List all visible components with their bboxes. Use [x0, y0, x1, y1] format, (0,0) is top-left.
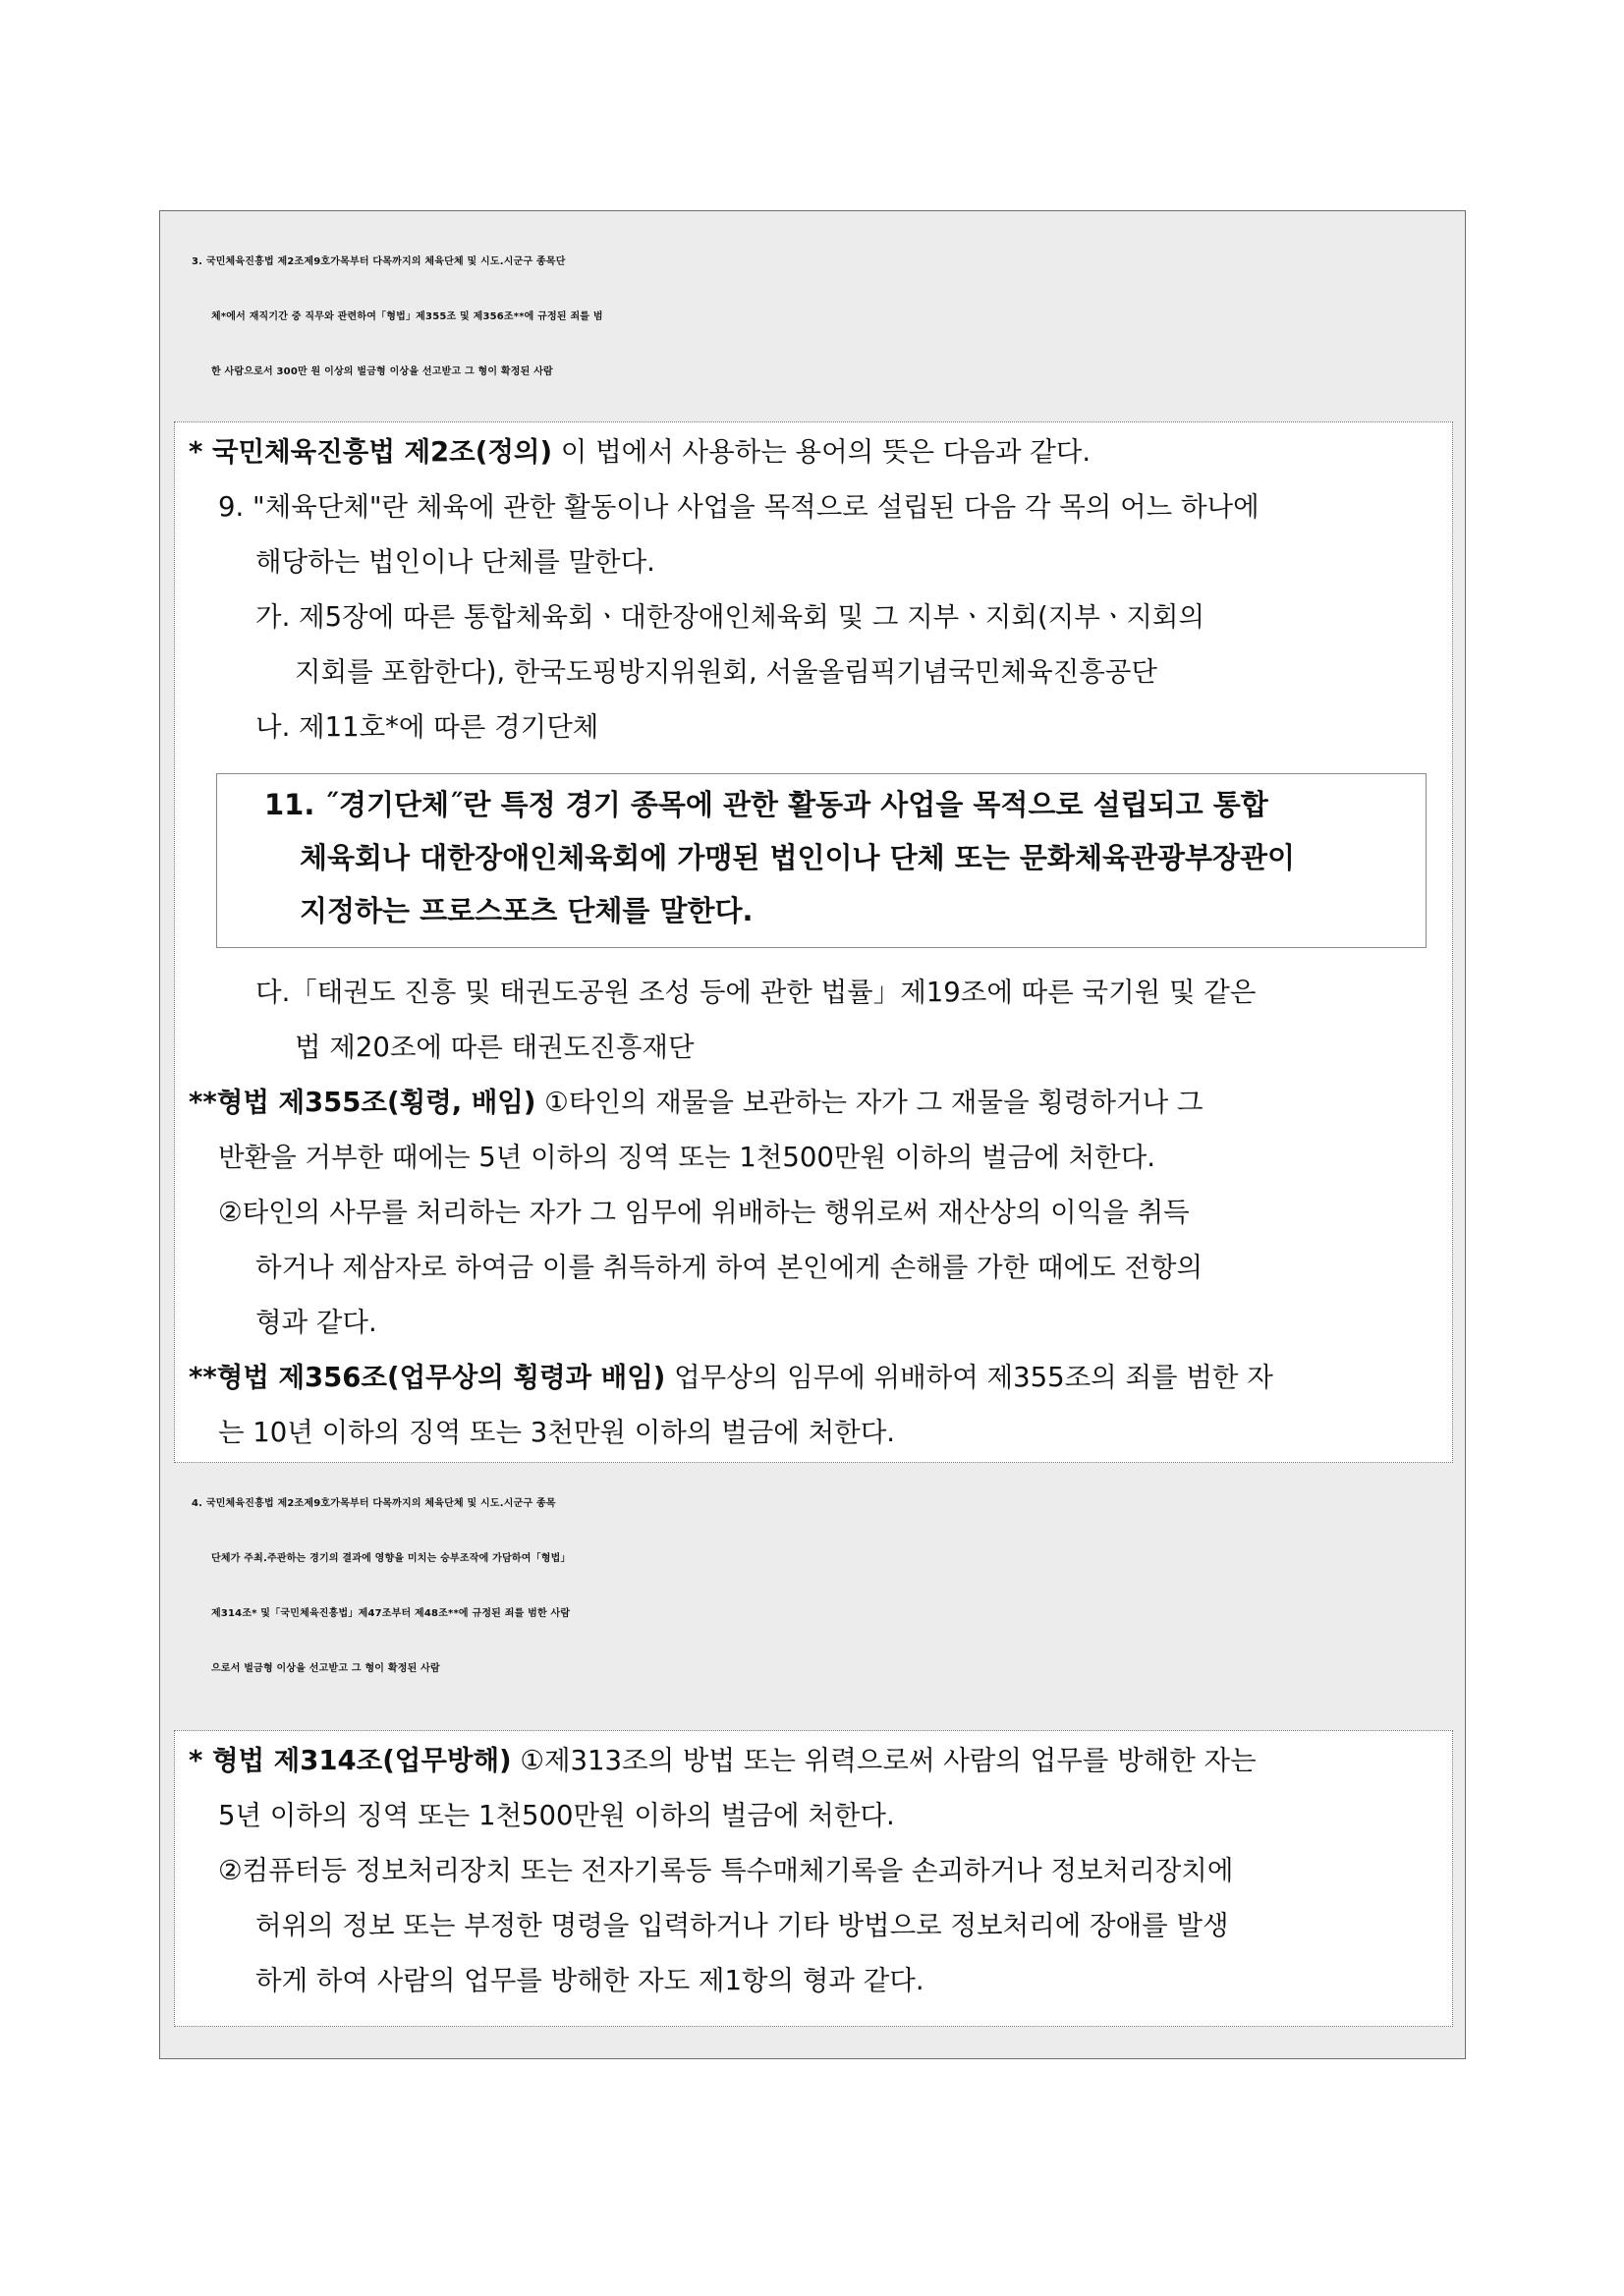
heading-line: 3. 국민체육진흥법 제2조제9호가목부터 다목까지의 체육단체 및 시도.시군구 종목단 [192, 256, 566, 267]
quote-line: 체육회나 대한장애인체육회에 가맹된 법인이나 단체 또는 문화체육관광부장관이 [300, 841, 1296, 874]
note-line: 허위의 정보 또는 부정한 명령을 입력하거나 기타 방법으로 정보처리에 장애를 발생 [255, 1910, 1229, 1941]
note-line: 나. 제11호*에 따른 경기단체 [255, 711, 599, 743]
note-line: 반환을 거부한 때에는 5년 이하의 징역 또는 1천500만원 이하의 벌금에 처한다. [218, 1142, 1156, 1173]
item-3-notes-box [174, 421, 1453, 1463]
note-line: 하게 하여 사람의 업무를 방해한 자도 제1항의 형과 같다. [255, 1965, 924, 1996]
definition-text: 이 법에서 사용하는 용어의 뜻은 다음과 같다. [552, 436, 1092, 468]
note-line: 하거나 제삼자로 하여금 이를 취득하게 하여 본인에게 손해를 가한 때에도 전항의 [255, 1252, 1204, 1283]
quote-line: 11. ˝경기단체˝란 특정 경기 종목에 관한 활동과 사업을 목적으로 설립되고 통합 [264, 788, 1268, 821]
note-line: 지회를 포함한다), 한국도핑방지위원회, 서울올림픽기념국민체육진흥공단 [295, 656, 1157, 688]
heading-line: 한 사람으로서 300만 원 이상의 벌금형 이상을 선고받고 그 형이 확정된 사람 [211, 366, 553, 377]
definition-line [189, 434, 1091, 470]
heading-line: 단체가 주최.주관하는 경기의 결과에 영향을 미치는 승부조작에 가담하여「형법」 [211, 1553, 571, 1564]
heading-line: 체*에서 재직기간 중 직무와 관련하여「형법」제355조 및 제356조**에 규정된 죄를 범 [211, 311, 603, 322]
note-line: 9. "체육단체"란 체육에 관한 활동이나 사업을 목적으로 설립된 다음 각 목의 어느 하나에 [218, 491, 1260, 523]
note-line: 법 제20조에 따른 태권도진흥재단 [295, 1032, 695, 1063]
article-355-title: **형법 제355조(횡령, 배임) [189, 1087, 536, 1118]
item-4-notes-box [174, 1730, 1453, 2027]
note-line: 형과 같다. [255, 1307, 377, 1338]
article-314-line: * 형법 제314조(업무방해) ①제313조의 방법 또는 위력으로써 사람의 업무를 방해한 자는 [189, 1745, 1257, 1776]
note-line: 가. 제5장에 따른 통합체육회ㆍ대한장애인체육회 및 그 지부ㆍ지회(지부ㆍ지회의 [255, 601, 1205, 633]
note-line: ②타인의 사무를 처리하는 자가 그 임무에 위배하는 행위로써 재산상의 이익을 취득 [218, 1197, 1190, 1228]
note-line: 5년 이하의 징역 또는 1천500만원 이하의 벌금에 처한다. [218, 1800, 895, 1831]
note-line: 해당하는 법인이나 단체를 말한다. [255, 546, 655, 578]
definition-quote-box [216, 773, 1427, 948]
article-356-line: **형법 제356조(업무상의 횡령과 배임) 업무상의 임무에 위배하여 제355조의 죄를 범한 자 [189, 1362, 1273, 1393]
definition-title: * 국민체육진흥법 제2조(정의) [189, 436, 553, 468]
note-line: 는 10년 이하의 징역 또는 3천만원 이하의 벌금에 처한다. [218, 1417, 896, 1448]
heading-line: 제314조* 및「국민체육진흥법」제47조부터 제48조**에 규정된 죄를 범한 사람 [211, 1608, 571, 1619]
document-frame [159, 210, 1466, 2059]
article-355-line: **형법 제355조(횡령, 배임) ①타인의 재물을 보관하는 자가 그 재물을 횡령하거나 그 [189, 1087, 1204, 1118]
note-line: ②컴퓨터등 정보처리장치 또는 전자기록등 특수매체기록을 손괴하거나 정보처리장치에 [218, 1855, 1234, 1886]
heading-line: 으로서 벌금형 이상을 선고받고 그 형이 확정된 사람 [211, 1663, 440, 1674]
note-line: 다.「태권도 진흥 및 태권도공원 조성 등에 관한 법률」제19조에 따른 국기원 및 같은 [255, 977, 1257, 1008]
article-314-title: * 형법 제314조(업무방해) [189, 1745, 512, 1776]
heading-line: 4. 국민체육진흥법 제2조제9호가목부터 다목까지의 체육단체 및 시도.시군구 종목 [192, 1498, 556, 1509]
article-356-title: **형법 제356조(업무상의 횡령과 배임) [189, 1362, 666, 1393]
quote-line: 지정하는 프로스포츠 단체를 말한다. [300, 894, 754, 927]
